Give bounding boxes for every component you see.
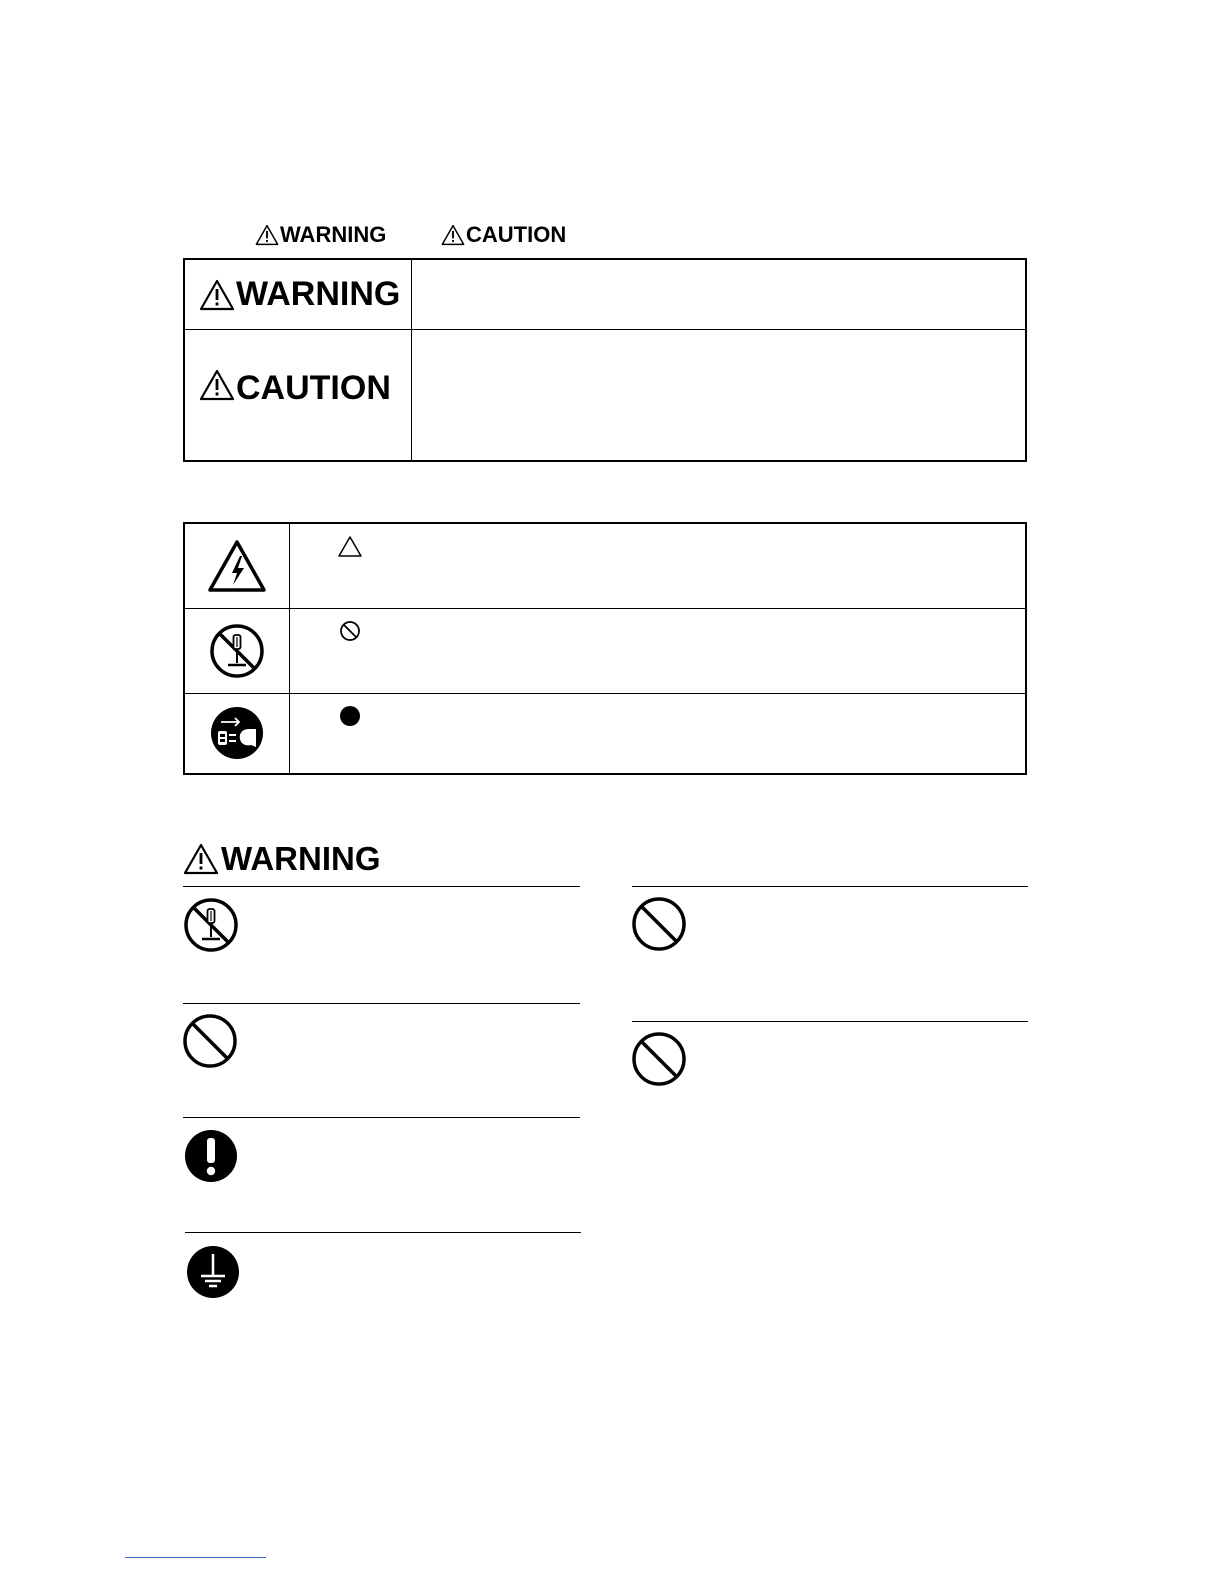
footer-link-underline <box>125 1557 266 1558</box>
item-divider <box>183 1117 580 1118</box>
symbol-row <box>185 524 1025 609</box>
symbol-row <box>185 693 1025 773</box>
level-description <box>413 260 1025 329</box>
do-not-disassemble-icon <box>183 897 239 953</box>
level-label: WARNING <box>236 275 401 313</box>
warning-triangle-icon <box>199 279 235 311</box>
level-row-warning <box>185 260 1025 330</box>
filled-circle-icon <box>337 703 363 729</box>
item-divider <box>185 1232 581 1233</box>
triangle-icon <box>337 534 363 560</box>
level-head-warning <box>185 260 412 329</box>
legend-warning-label: WARNING <box>280 222 387 247</box>
legend-caution <box>441 220 566 250</box>
level-head-caution <box>185 329 412 460</box>
level-description <box>413 329 1025 460</box>
symbol-icon-cell <box>185 524 290 608</box>
item-divider <box>632 886 1028 887</box>
item-divider <box>183 886 580 887</box>
warning-triangle-icon <box>441 224 465 246</box>
section-title-label: WARNING <box>221 840 381 877</box>
hazard-level-table <box>183 258 1027 462</box>
do-not-disassemble-icon <box>209 623 265 679</box>
item-divider <box>183 1003 580 1004</box>
ground-connection-icon <box>185 1244 241 1300</box>
warning-triangle-icon <box>255 224 279 246</box>
level-row-caution <box>185 329 1025 460</box>
symbol-icon-cell <box>185 693 290 773</box>
legend-caution-label: CAUTION <box>466 222 567 247</box>
symbol-legend-table <box>183 522 1027 775</box>
warning-section-title <box>183 840 381 878</box>
legend-warning <box>255 220 386 250</box>
item-divider <box>632 1021 1028 1022</box>
prohibition-icon <box>182 1013 238 1069</box>
mandatory-exclamation-icon <box>183 1128 239 1184</box>
electric-shock-triangle-icon <box>207 538 267 594</box>
symbol-icon-cell <box>185 608 290 693</box>
prohibition-icon <box>631 1031 687 1087</box>
prohibition-icon <box>631 896 687 952</box>
warning-triangle-icon <box>183 843 219 875</box>
warning-triangle-icon <box>199 369 235 401</box>
symbol-row <box>185 608 1025 694</box>
unplug-power-icon <box>209 705 265 761</box>
level-label: CAUTION <box>236 369 391 407</box>
prohibition-circle-icon <box>337 618 363 644</box>
